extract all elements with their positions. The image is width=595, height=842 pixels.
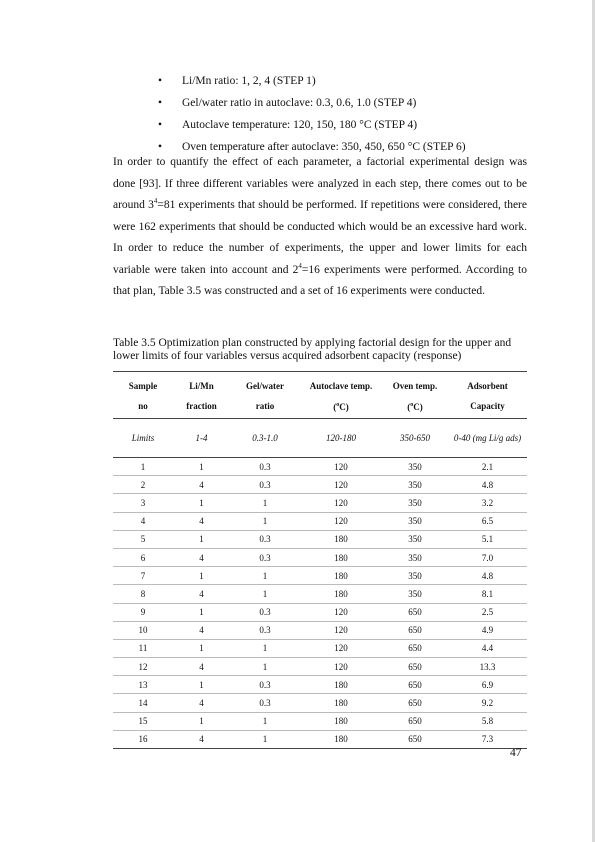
table-cell: 180 [300,567,382,585]
bullet-dot-icon: • [158,97,163,109]
table-row [113,476,527,494]
table-cell: 4 [173,658,230,676]
limits-cell: Limits [113,419,173,458]
table-cell: 650 [382,639,448,657]
table-cell: 4 [173,585,230,603]
table-cell: 5 [113,530,173,548]
table-cell: 15 [113,712,173,730]
table-cell: 5.8 [448,712,527,730]
table-cell: 350 [382,476,448,494]
table-cell: 350 [382,567,448,585]
table-cell: 180 [300,730,382,748]
table-cell: 13 [113,676,173,694]
table-cell: 350 [382,494,448,512]
table-cell: 2.5 [448,603,527,621]
table-cell: 0.3 [230,603,300,621]
table-cell: 350 [382,548,448,566]
limits-row [113,419,527,458]
table-cell: 180 [300,676,382,694]
body-paragraph: In order to quantify the effect of each parameter, a factorial experimental design was done [93]. If three different variables were analyzed in each step, there comes out to be around $3^4=81$ experiments that should be performed. If repetitions were considered, there were 162 experiments that should be conducted which would be an excessive hard work. In order to reduce the number of experiments, the upper and lower limits for each variable were taken into account and $2^4=16$ experiments were performed. According to that plan, Table 3.5 was constructed and a set of 16 experiments were conducted. [113,156,527,297]
table-cell: 1 [173,712,230,730]
table-row [113,676,527,694]
table-cell: 1 [230,585,300,603]
col-header-adsorbent-2: Capacity [448,396,527,419]
col-header-autoclave-unit: ($^o$C) [300,396,382,419]
table-cell: 350 [382,530,448,548]
table-cell: 4 [173,548,230,566]
parameter-list [158,70,466,158]
table-cell: 1 [173,567,230,585]
col-header-oven-unit: ($^o$C) [382,396,448,419]
table-cell: 120 [300,458,382,476]
table-row [113,603,527,621]
table-cell: 1 [173,639,230,657]
table-cell: 1 [173,530,230,548]
table-cell: 120 [300,621,382,639]
limits-cell: 1-4 [173,419,230,458]
table-cell: 1 [230,567,300,585]
col-header-limn-2: fraction [173,396,230,419]
table-cell: 13.3 [448,658,527,676]
table-header-row [113,396,527,419]
table-cell: 0.3 [230,458,300,476]
bullet-dot-icon: • [158,141,163,153]
col-header-autoclave: Autoclave temp. [300,372,382,397]
table-cell: 0.3 [230,676,300,694]
table-cell: 12 [113,658,173,676]
limits-cell: 120-180 [300,419,382,458]
table-row [113,621,527,639]
table-cell: 1 [230,658,300,676]
table-cell: 8.1 [448,585,527,603]
table-caption: Table 3.5 Optimization plan constructed by applying factorial design for the upper and lower limits of four variables versus acquired adsorbent capacity (response) [113,337,512,362]
table-cell: 4 [173,512,230,530]
table-cell: 6.9 [448,676,527,694]
list-item: • Oven temperature after autoclave: 350, 450, 650 °C (STEP 6) [168,136,466,158]
table-cell: 1 [173,494,230,512]
col-header-sample-2: no [113,396,173,419]
table-cell: 0.3 [230,476,300,494]
table-cell: 120 [300,494,382,512]
table-cell: 6.5 [448,512,527,530]
table-cell: 4.9 [448,621,527,639]
table-cell: 4 [113,512,173,530]
table-row [113,730,527,748]
bullet-dot-icon: • [158,75,163,87]
table-cell: 180 [300,585,382,603]
table-cell: 3.2 [448,494,527,512]
col-header-gelwater: Gel/water [230,372,300,397]
table-row [113,512,527,530]
table-cell: 0.3 [230,621,300,639]
table-row [113,567,527,585]
table-cell: 1 [230,712,300,730]
table-row [113,694,527,712]
table-cell: 650 [382,730,448,748]
table-cell: 4.8 [448,567,527,585]
table-cell: 650 [382,694,448,712]
table-cell: 650 [382,621,448,639]
table-cell: 350 [382,512,448,530]
table-cell: 0.3 [230,694,300,712]
col-header-gelwater-2: ratio [230,396,300,419]
table-cell: 4 [173,476,230,494]
table-cell: 650 [382,658,448,676]
table-cell: 4 [173,730,230,748]
table-cell: 350 [382,585,448,603]
list-item: • Gel/water ratio in autoclave: 0.3, 0.6, 1.0 (STEP 4) [168,92,466,114]
table-cell: 4.4 [448,639,527,657]
table-row [113,494,527,512]
table-cell: 8 [113,585,173,603]
bullet-dot-icon: • [158,119,163,131]
table-cell: 180 [300,712,382,730]
table-cell: 4 [173,694,230,712]
table-cell: 1 [113,458,173,476]
table-cell: 4.8 [448,476,527,494]
table-cell: 650 [382,712,448,730]
table-cell: 650 [382,603,448,621]
col-header-limn: Li/Mn [173,372,230,397]
table-cell: 2 [113,476,173,494]
table-cell: 1 [173,458,230,476]
table-row [113,658,527,676]
table-row [113,712,527,730]
table-cell: 0.3 [230,530,300,548]
table-cell: 120 [300,512,382,530]
table-cell: 11 [113,639,173,657]
table-cell: 2.1 [448,458,527,476]
table-cell: 16 [113,730,173,748]
table-cell: 1 [230,639,300,657]
table-cell: 120 [300,658,382,676]
table-cell: 1 [173,603,230,621]
list-item: • Li/Mn ratio: 1, 2, 4 (STEP 1) [168,70,466,92]
page-number: 47 [510,747,522,759]
table-cell: 1 [173,676,230,694]
table-cell: 7.3 [448,730,527,748]
table-cell: 650 [382,676,448,694]
table-cell: 180 [300,530,382,548]
table-cell: 1 [230,494,300,512]
table-cell: 9 [113,603,173,621]
limits-cell: 0-40 (mg Li/g ads) [448,419,527,458]
table-cell: 120 [300,639,382,657]
optimization-table [113,371,527,749]
table-cell: 6 [113,548,173,566]
table-cell: 0.3 [230,548,300,566]
table-row [113,530,527,548]
table-row [113,458,527,476]
table-row [113,548,527,566]
table-cell: 7 [113,567,173,585]
table-cell: 14 [113,694,173,712]
table-cell: 10 [113,621,173,639]
table-cell: 4 [173,621,230,639]
table-cell: 5.1 [448,530,527,548]
limits-cell: 350-650 [382,419,448,458]
table-header-row [113,372,527,397]
list-item: • Autoclave temperature: 120, 150, 180 °C (STEP 4) [168,114,466,136]
table-cell: 120 [300,603,382,621]
table-row [113,639,527,657]
table-cell: 350 [382,458,448,476]
limits-cell: 0.3-1.0 [230,419,300,458]
col-header-oven: Oven temp. [382,372,448,397]
table-cell: 9.2 [448,694,527,712]
table-cell: 120 [300,476,382,494]
table-cell: 7.0 [448,548,527,566]
table-cell: 180 [300,694,382,712]
table-cell: 1 [230,512,300,530]
table-cell: 1 [230,730,300,748]
table-cell: 3 [113,494,173,512]
col-header-sample: Sample [113,372,173,397]
col-header-adsorbent: Adsorbent [448,372,527,397]
table-cell: 180 [300,548,382,566]
table-row [113,585,527,603]
